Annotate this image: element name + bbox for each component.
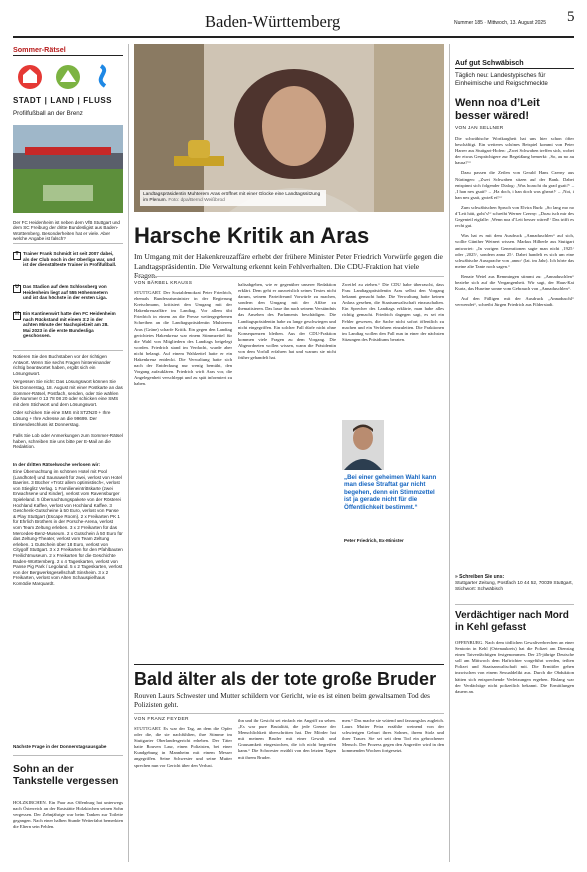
contact-label: » Schreiben Sie uns: (455, 574, 505, 580)
divider (13, 755, 123, 756)
divider (134, 276, 444, 277)
bottom-text-col1: STUTTGART. Es war der Tag, an dem die Opfer oder die, die sie nachfühlten, ihre Stimme im Stuttgarter Oberlandesgericht erheben. Der Täter hatte Rouven Laur, einen Polizisten, bei einer Kundgebung in Mannheim mit einem Messer angegriffen. Seine Schwester und seine Mutter sprechen nun vor Gericht über den Verlust. (134, 726, 232, 768)
main-headline: Harsche Kritik an Aras (134, 223, 370, 248)
quiz-instructions (13, 354, 123, 430)
answer-option-u: Das Stadion auf dem Schlossberg von Heidenheim liegt auf 555 Höhenmetern und ist das höchste in der ersten Liga. (23, 284, 108, 301)
bottom-text-col3: men.“ Das mache sie wütend und fassungslos zugleich. Laurs Mutter Petra erzählte weinend von der schwierigen Geburt ihres Sohnes, ihrem Stolz und ihrer Trauer. Sie sei seit dem Tod ein gebrochener Mensch. Der Prozess gegen den Angreifer wird in den kommenden Wochen fortgesetzt. (342, 718, 444, 754)
schwaebisch-p1: Die schwäbische Wortkargheit hat uns hier schon öfter beschäftigt. Ein weiteres schönes Beispiel kommt von Peter Harrer aus Stuttgart-Hofen: „Zwei Schwaben treffen sich, wobei der etwas Gesprächigere zur Begrüßung bemerkt: ‚So, au no au hausa?‘“ (455, 136, 574, 166)
divider (134, 713, 444, 714)
right-kicker-rule (455, 68, 574, 69)
page-number: 5 (567, 9, 575, 25)
schwaebisch-text (455, 136, 574, 308)
answer-letter-h: H (15, 311, 19, 317)
right-kicker: Auf gut Schwäbisch (455, 58, 524, 67)
column-separator (449, 44, 450, 862)
answer-letter-u: U (15, 284, 19, 290)
column-separator (128, 44, 129, 862)
aras-photo (134, 44, 444, 212)
section-title: Baden-Württemberg (205, 12, 341, 31)
schwaebisch-p2: Dazu passen die Zeilen von Gerald Hans Czerny aus Nürtingen: „Zwei Schwaben sitzen auf der Bank. Dabei entspinnt sich folgender Dialog: ‚Was hoascht du grad gsait?‘ – ‚I han nex gsait!‘ – ‚Ha doch, i han doch was gheart!‘ – ‚Noi, i han nex gsait, gwieß et!‘“ (455, 170, 574, 200)
issue-meta: Nummer 185 · Mittwoch, 13. August 2025 (454, 20, 546, 26)
left-kicker: Sommer-Rätsel (13, 45, 66, 54)
quiz-instructions-p1: Notieren Sie den Buchstaben vor der richtigen Antwort. Wenn Sie sechs Fragen hintereinander richtig beantwortet haben, ergibt sich ein Lösungswort. (13, 354, 111, 376)
schwaebisch-p3: Zum schwäbischen Spruch von Elvira Burk: „So lang mo no d’Leit hätt, goht’s!“ schreibt Werner Czerny: „Dozu isch mir des Gegenteil eigfalle: ‚Wenn noa d’Leit besser wäred!‘ Das trifft es recht gut. (455, 204, 574, 229)
answer-option-h: Ein Kantinenwirt hatte den FC Heidenheim nach Rückstand mit einem 3:2 in der achten Minute der Nachspielzeit am 28. Mai 2023 in die erste Bundesliga geschossen. (23, 311, 116, 339)
bottom-byline: VON FRANZ FEYDER (134, 717, 189, 722)
logo-word-land: LAND (50, 96, 75, 105)
stadium-photo (13, 125, 123, 213)
logo-word-fluss: FLUSS (83, 96, 113, 105)
prizes-list: Eine Übernachtung im schönen Hotel mit Pool (Landhotel) und Saunawelt für zwei, verlost von Hotel Baerins. 3 Bücher »Trotz allem optimistisch«, verlost von Stieglitz Verlag. 1 Familieneintrittskarte (zwei Erwachsene und Kinder), verlost vom Ravensburger Spieleland. 5 Übernachtungspakete von der Rösterei Hochland Kaffee, verlost von Hochland Kaffee. 3 Geschenk-Gutscheine à 50 Euro, verlost von Panse & Play Stuttgart (Escape Room). 2 x Freikarten PK 1 für Ehrlich Brothers in der Porsche-Arena, verlost vom Team Zeltung erleben. 3 x 2 Freikarten für das Mercedes-Benz-Museum. 2 x Gutschein à 50 Euro für das Zeltung-Theater, verlost vom Team Zeltung erleben. 1 Gutschein über 18 Euro, verlost von Citygolf Stuttgart. 3 x 2 Freikarten für den Pfahlbauten Freilichtmuseum. 2 x Freikarten für die Geschichte Baden-Württemberg. 2 x 4 Tageskarten, verlost von Panse Pig Park / Legoland. 5 x 2 Tageskarten, verlost von der Bergwerksgesellschaft Sinsheim. 3 x 2 Freikarten, verlost vom Alten Schauspielhaus Komödie Marquardt. (13, 469, 123, 586)
bottom-deck: Rouven Laurs Schwester und Mutter schildern vor Gericht, wie es ist einen beim gewaltsamen Tod des Polizisten geht. (134, 692, 430, 709)
schwaebisch-p6: Auf den Fälligen mit der Ausdruck „Annaduschl“ verwendet“, schreibt Jürgen Friedrich aus Filderstadt. (455, 296, 574, 308)
main-byline: VON BÄRBEL KRAUSS (134, 281, 193, 286)
schwaebisch-byline: VON JAN SELLNER (455, 126, 504, 131)
tankstelle-headline: Sohn an der Tankstelle vergessen (13, 763, 119, 787)
logo-word-stadt: STADT (13, 96, 42, 105)
right-intro: Täglich neu: Landestypisches für Einheimische und Reigschmeckte (455, 72, 548, 87)
divider (13, 350, 123, 351)
contact-address: Stuttgarter Zeitung, Postfach 10 44 52, 70039 Stuttgart, Stichwort: Schwäbisch (455, 581, 573, 592)
schwaebisch-p5: Renate Weiel aus Remmingen stimmt zu: „Annaduschlen“ beziehe sich auf die Vergangenheit. Wir sagt, der Haus-Kai Kurtz, das Huseine sonne vom Gebrauch von „Annaduschlen“. (455, 273, 574, 292)
divider (13, 243, 123, 244)
bottom-headline: Bald älter als der tote große Bruder (134, 669, 437, 689)
stadt-land-fluss-logo: STADT | LAND | FLUSS Profilfußball an der Brenz (13, 60, 123, 122)
quiz-instructions-p3: Oder schicken Sie eine SMS mit STZN20 + Ihre Lösung + Ihre Adresse an die 99699. Der Einsendeschluss ist Donnerstag. (13, 410, 111, 427)
answer-letter-t: T (15, 251, 19, 257)
header-rule (13, 36, 574, 38)
bottom-text-col2: ihn und ihr Gesicht sei einfach ein Angriff zu sehen. „Es war pure Brutalität, die jede Grenze der Menschlichkeit überschritten hat. Der Mörder hat mit meinem Bruder mit einer Gewalt und Grausamkeit eingestochen, die ich nicht begreifen kann.“ Die Schwester erzählt von den letzten Tagen mit ihrem Bruder. (238, 718, 336, 760)
friedrich-quote-author: Peter Friedrich, Ex-Minister (344, 538, 404, 543)
aras-photo-caption-box (140, 190, 326, 206)
tankstelle-text: HOLZKIRCHEN. Ein Paar aus Offenburg hat unterwegs nach Österreich an der Raststätte Holzkirchen seinen Sohn vergessen. Der Zehnjährige war beim Tanken zur Toilette gegangen. Nach einer halben Stunde Weiterfahrt bemerkten die Eltern sein Fehlen. (13, 800, 123, 830)
main-text-col2: haltsabgeben, wie er gegenüber unserer Redaktion erklärt. Dem geht er ausweislich seines Textes nicht darum, seinem Parteifreund Vorwürfe zu machen, sondern den Umgang mit der Affäre zu thematisieren. Das lasse ihn nach seinem Verständnis das Ansehen des Parlaments beschädigen. Die Landtagspräsidentin habe zu lange geschwiegen und nicht eingegriffen. Ein solcher Fall dürfe nicht ohne Konsequenzen bleiben. Aus der CDU-Fraktion kommen viele Fragen zu dem Vorgang. Die Abgeordneten wollen wissen, wann die Präsidentin von dem Vorfall erfahren hat und warum sie nicht früher gehandelt hat. (238, 282, 336, 361)
kehl-headline: Verdächtiger nach Mord in Kehl gefasst (455, 610, 569, 633)
schwaebisch-headline: Wenn noa d’Leit besser wäred! (455, 97, 540, 122)
main-deck: Im Umgang mit der Hakenkreuzaffäre erhebt der frühere Minister Peter Friedrich Vorwürfe gegen die Landtagspräsidentin. Die Verwaltung erkennt kein Fehlverhalten. Die CDU-Fraktion hat viele Fragen. (134, 252, 443, 281)
friedrich-portrait (342, 420, 384, 470)
aras-photo-credit: Foto: dpa/Bernd Weißbrod (168, 197, 225, 203)
logo-caption: Profilfußball an der Brenz (13, 110, 83, 117)
prizes-intro: In der dritten Rätselwoche verlosen wir: (13, 462, 101, 467)
kehl-text: OFFENBURG. Nach dem tödlichen Gewaltverbrechen an einer Seniorin in Kehl (Ortenaukreis) hat die Polizei am Dienstag einen Tatverdächtigen festgenommen. Der 25-jährige Deutsche soll am Mittwoch dem Haftrichter vorgeführt werden, teilten Polizei und Staatsanwaltschaft mit. Die Ermittler gehen inzwischen von einem Sexualdelikt aus. Durch die Obduktion hätten sich entsprechende Verletzungen ergeben. Bislang war der Verdächtige nicht polizeilich bekannt. Die Ermittlungen dauern an. (455, 640, 574, 694)
quiz-instructions-p2: Vergessen Sie nicht: Das Lösungswort können Sie bis Donnerstag, 18. August mit einer Postkarte an das Sommer-Rätsel, Postfach, senden, oder Sie wählen die Nummer 0 13 78 08 20 oder schicken eine SMS mit dem Stichwort und dem Lösungswort. (13, 379, 123, 407)
answer-option-t: Trainer Frank Schmidt ist seit 2007 dabei, als der Club noch in der Oberliga war, und ist der dienstälteste Trainer in Profifußball. (23, 251, 117, 268)
aras-photo-caption: Landtagspräsidentin Muhterem Aras eröffnet mit einer Glocke eine Landtagssitzung im Plenum. (143, 192, 321, 203)
main-text-col1: STUTTGART. Der Sozialdemokrat Peter Friedrich, ehemals Bundesratsminister in der Regierung Kretschmann, kritisiert den Umgang mit der Hakenkreuzaffäre im Landtag. Vor allem übt Friedrich in einem an die Presse weitergegebenen Schreiben an die Landtagspräsidentin Muhterem Aras (Grüne) scharfe Kritik. Ein gegen den Landtag gerichtetes Hakenkreuz war einem Stimmzettel für die Wahl von Mitgliedern des Landtags beigelegt worden. Friedrich stand im Verdacht, wurde aber nicht belangt. Auf einem Wahlzettel hatte er ein Hakenkreuz entdeckt. Die Verwaltung hatte sich nach der Entdeckung nur wenig bemüht, den Vorgang aufzuklären. Friedrich wirft Aras vor, die Angelegenheit verschleppt und zu spät informiert zu haben. (134, 290, 232, 387)
schwaebisch-p4: Was hat es mit dem Ausdruck „Annaduschlen“ auf sich, wollte Günther Weinert wissen. Markus Hilberle aus Stuttgart antwortet: „In vorigen Generationen sagte man nicht ‚1925‘ oder ‚2025‘, sondern anna 25‘. Dabei handelt es sich um eine schwäbische Aussprache von ‚anno‘ (lat. im Jahr). Ich hörte das meine alte Tante noch sagen.“ (455, 233, 574, 269)
next-question-note: Nächste Frage in der Donnerstagsausgabe (13, 744, 107, 749)
section-rule (134, 664, 444, 665)
main-text-col3: Zweifel zu ziehen.“ Die CDU habe überrascht, dass Frau Landtagspräsidentin Aras selbst den Vorgang bekannt gemacht habe. Die Verwaltung hatte keinen Anlass gesehen, die Staatsanwaltschaft einzuschalten. Ein Sprecher des Landtags erklärte, man habe alles richtig gemacht. Friedrich dagegen sagt, es sei ein Fehler gewesen, die Sache nicht sofort öffentlich zu machen und ein Verfahren einzuleiten. Die Fraktionen im Landtag wollen den Fall nun in einer der nächsten Sitzungen des Präsidiums beraten. (342, 282, 444, 342)
friedrich-quote: „Bei einer geheimen Wahl kann man diese Straftat gar nicht begehen, denn ein Stimmzettel ist ja gerade nicht für die Öffentlichkeit bestimmt.“ (344, 474, 437, 511)
left-kicker-rule (13, 55, 123, 56)
stadium-photo-caption: Der FC Heidenheim ist neben dem VfB Stuttgart und dem SC Freiburg der dritte Bundesligist aus Baden-Württemberg. Besonderheiten hat er viele. Aber welche Angabe ist falsch? (13, 219, 120, 242)
feedback-notice: Falls Sie Lob oder Anmerkungen zum Sommer-Rätsel haben, schreiben Sie uns bitte per E-Mail an die Redaktion. (13, 433, 123, 450)
divider (455, 604, 574, 605)
